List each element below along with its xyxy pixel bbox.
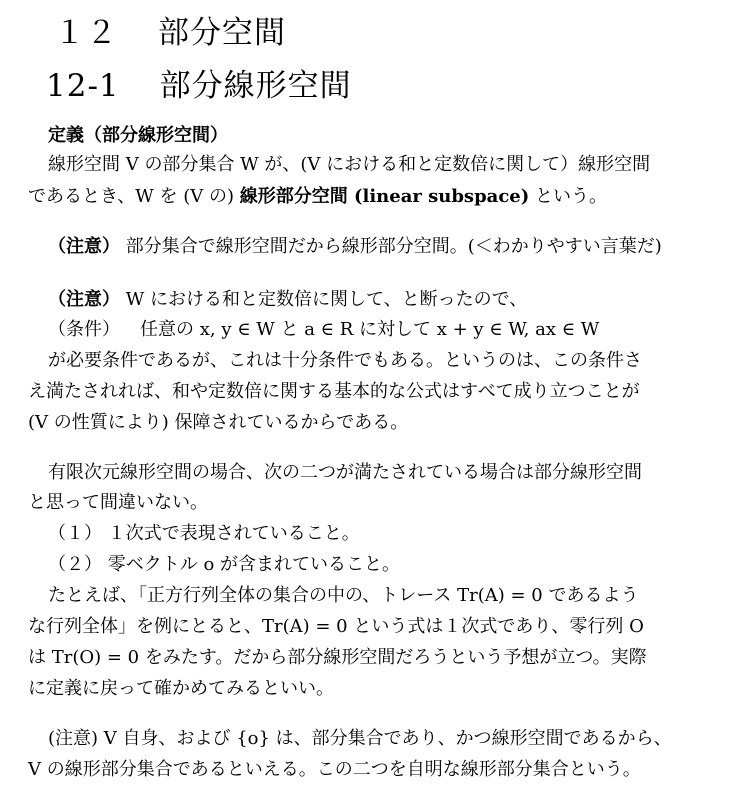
note-2-label: （注意） [48, 289, 120, 310]
subsection-number: 12-1 [46, 68, 120, 104]
para-3-line-5: は Tr(O) = 0 をみたす。だから部分線形空間だろうという予想が立つ。実際 [28, 647, 647, 668]
section-heading [54, 7, 286, 52]
para-3-line-6: に定義に戻って確かめてみるといい。 [28, 678, 334, 699]
note-2-line-3: が必要条件であるが、これは十分条件でもある。というのは、この条件さ [48, 350, 642, 371]
note-3-line-2: V の線形部分集合であるといえる。この二つを自明な線形部分集合という。 [28, 759, 641, 780]
note-2-line-4: え満たされれば、和や定数倍に関する基本的な公式はすべて成り立つことが [28, 381, 640, 402]
note-2-line-1 [48, 288, 527, 312]
para-3-line-2: と思って間違いない。 [28, 492, 208, 513]
para-3-line-4: な行列全体」を例にとると、Tr(A) = 0 という式は１次式であり、零行列 O [28, 616, 644, 637]
definition-line-2a: であるとき、W を (V の) [28, 186, 240, 207]
note-1-label: （注意） [48, 236, 120, 257]
subsection-heading [46, 60, 352, 105]
definition-line-2 [28, 185, 607, 209]
para-3-line-1: 有限次元線形空間の場合、次の二つが満たされている場合は部分線形空間 [48, 462, 642, 483]
section-number: １２ [54, 15, 118, 51]
note-2-line-5: (V の性質により) 保障されているからである。 [28, 412, 409, 433]
definition-term: 線形部分空間 (linear subspace) [239, 186, 530, 207]
definition-line-1: 線形空間 V の部分集合 W が、(V における和と定数倍に関して）線形空間 [48, 154, 651, 175]
condition-line [48, 318, 599, 342]
note-3-line-1: (注意) V 自身、および {o} は、部分集合であり、かつ線形空間であるから、 [48, 728, 672, 749]
subsection-title: 部分線形空間 [159, 68, 352, 104]
note-1-text: 部分集合で線形空間だから線形部分空間。(＜わかりやすい言葉だ) [125, 236, 662, 257]
definition-heading: 定義（部分線形空間） [48, 125, 228, 146]
section-title: 部分空間 [158, 15, 286, 51]
list-item-1: （１） １次式で表現されていること。 [48, 523, 360, 544]
note-1 [48, 235, 662, 259]
list-item-2: （２） 零ベクトル o が含まれていること。 [48, 554, 401, 575]
definition-line-2c: という。 [529, 186, 607, 207]
para-3-line-3: たとえば、「正方行列全体の集合の中の、トレース Tr(A) = 0 であるよう [48, 585, 639, 606]
condition-text: 任意の x, y ∈ W と a ∈ R に対して x + y ∈ W, ax ∈ W [140, 319, 600, 340]
condition-label: （条件） [48, 319, 120, 340]
note-2-text: W における和と定数倍に関して、と断ったので、 [125, 289, 528, 310]
